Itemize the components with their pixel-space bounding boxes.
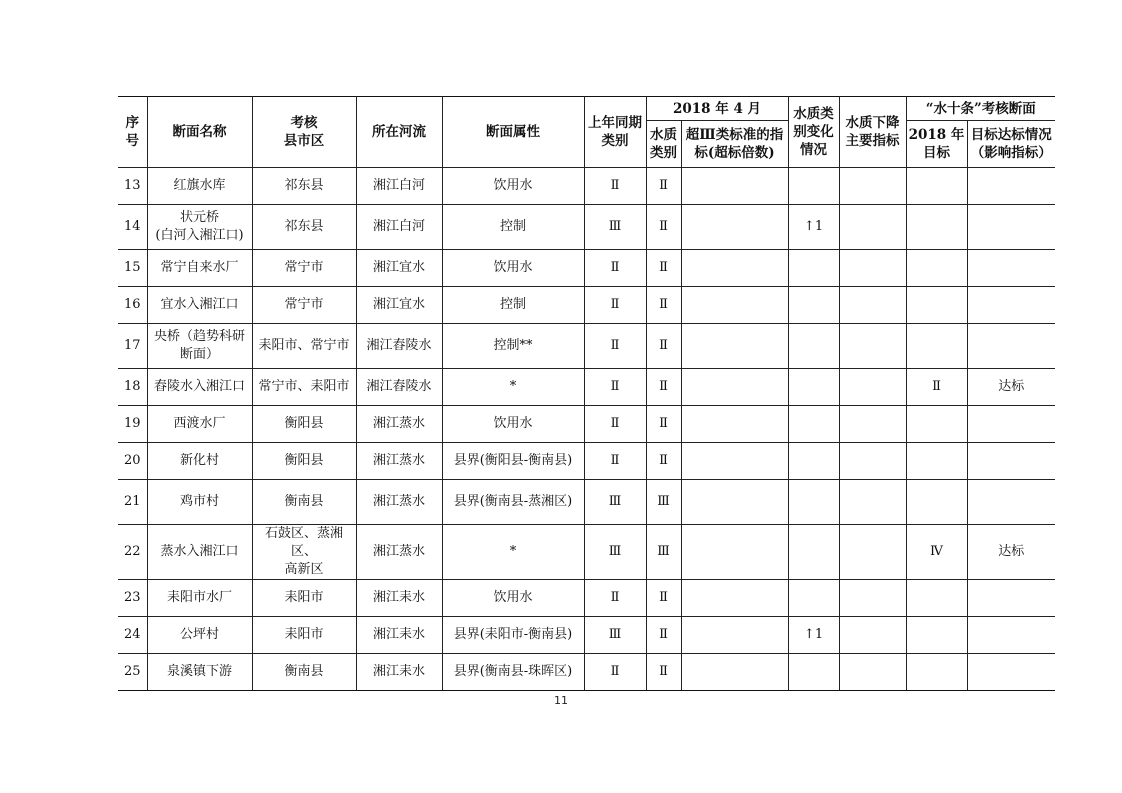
header-last-year-class: 上年同期 类别 [584,97,646,168]
cell-target-status [967,324,1055,369]
cell-county: 常宁市、耒阳市 [252,369,356,406]
cell-exceed-indicator [681,369,788,406]
cell-target-status: 达标 [967,525,1055,580]
cell-exceed-indicator [681,617,788,654]
cell-exceed-indicator [681,205,788,250]
cell-last-year-class: Ⅲ [584,617,646,654]
cell-section-name: 央桥（趋势科研 断面） [147,324,252,369]
cell-class-change [788,406,839,443]
cell-section-name: 西渡水厂 [147,406,252,443]
cell-seq: 13 [118,168,147,205]
cell-river: 湘江白河 [356,205,442,250]
cell-last-year-class: Ⅲ [584,480,646,525]
cell-section-name: 蒸水入湘江口 [147,525,252,580]
cell-class-change [788,480,839,525]
table-row [118,580,1055,617]
cell-exceed-indicator [681,250,788,287]
cell-section-name: 公坪村 [147,617,252,654]
cell-county: 衡南县 [252,654,356,691]
cell-decline-indicator [839,168,906,205]
cell-attribute: 县界(衡南县-蒸湘区) [442,480,584,525]
cell-seq: 14 [118,205,147,250]
cell-exceed-indicator [681,168,788,205]
cell-last-year-class: Ⅱ [584,250,646,287]
cell-county: 祁东县 [252,168,356,205]
cell-river: 湘江耒水 [356,580,442,617]
cell-attribute: 控制 [442,287,584,324]
cell-water-class: Ⅱ [646,287,681,324]
cell-last-year-class: Ⅱ [584,580,646,617]
cell-attribute: 县界(耒阳市-衡南县) [442,617,584,654]
cell-exceed-indicator [681,287,788,324]
cell-target-status [967,480,1055,525]
cell-target-2018: Ⅱ [906,369,967,406]
cell-target-status [967,617,1055,654]
cell-decline-indicator [839,480,906,525]
header-decline-indicator: 水质下降 主要指标 [839,97,906,168]
table-body [118,168,1055,691]
header-section-name: 断面名称 [147,97,252,168]
cell-exceed-indicator [681,654,788,691]
cell-attribute: 饮用水 [442,168,584,205]
cell-section-name: 状元桥 (白河入湘江口) [147,205,252,250]
cell-county: 衡南县 [252,480,356,525]
cell-decline-indicator [839,205,906,250]
cell-water-class: Ⅱ [646,580,681,617]
cell-attribute: 饮用水 [442,406,584,443]
cell-exceed-indicator [681,580,788,617]
cell-water-class: Ⅱ [646,443,681,480]
cell-last-year-class: Ⅱ [584,369,646,406]
cell-last-year-class: Ⅱ [584,443,646,480]
cell-water-class: Ⅲ [646,525,681,580]
cell-target-2018 [906,580,967,617]
cell-seq: 25 [118,654,147,691]
cell-target-2018 [906,287,967,324]
header-attribute: 断面属性 [442,97,584,168]
cell-exceed-indicator [681,324,788,369]
cell-seq: 22 [118,525,147,580]
table-row [118,205,1055,250]
cell-last-year-class: Ⅱ [584,287,646,324]
cell-target-2018 [906,168,967,205]
table-row [118,324,1055,369]
cell-seq: 16 [118,287,147,324]
header-seq: 序 号 [118,97,147,168]
cell-decline-indicator [839,654,906,691]
cell-target-status [967,287,1055,324]
cell-river: 湘江舂陵水 [356,369,442,406]
cell-seq: 19 [118,406,147,443]
cell-last-year-class: Ⅱ [584,168,646,205]
cell-target-2018 [906,480,967,525]
cell-attribute: * [442,369,584,406]
cell-seq: 24 [118,617,147,654]
cell-class-change [788,525,839,580]
table-row [118,287,1055,324]
cell-class-change [788,654,839,691]
cell-county: 衡阳县 [252,406,356,443]
cell-water-class: Ⅱ [646,617,681,654]
cell-last-year-class: Ⅱ [584,324,646,369]
cell-target-status [967,250,1055,287]
cell-section-name: 红旗水库 [147,168,252,205]
cell-county: 耒阳市、常宁市 [252,324,356,369]
cell-class-change: ↑1 [788,617,839,654]
header-target-group: “水十条”考核断面 [906,97,1055,121]
cell-water-class: Ⅱ [646,168,681,205]
cell-water-class: Ⅱ [646,406,681,443]
cell-decline-indicator [839,287,906,324]
cell-water-class: Ⅲ [646,480,681,525]
cell-attribute: 控制 [442,205,584,250]
cell-target-2018 [906,617,967,654]
cell-river: 湘江宜水 [356,250,442,287]
cell-target-2018 [906,654,967,691]
header-river: 所在河流 [356,97,442,168]
cell-seq: 21 [118,480,147,525]
cell-section-name: 耒阳市水厂 [147,580,252,617]
cell-river: 湘江宜水 [356,287,442,324]
cell-exceed-indicator [681,525,788,580]
cell-decline-indicator [839,525,906,580]
cell-target-status: 达标 [967,369,1055,406]
cell-target-status [967,205,1055,250]
cell-target-2018 [906,250,967,287]
cell-attribute: 饮用水 [442,580,584,617]
header-target-status: 目标达标情况 （影响指标） [967,121,1055,168]
header-county: 考核 县市区 [252,97,356,168]
cell-county: 衡阳县 [252,443,356,480]
cell-county: 常宁市 [252,250,356,287]
table-row [118,443,1055,480]
header-class-change: 水质类 别变化 情况 [788,97,839,168]
cell-exceed-indicator [681,443,788,480]
cell-river: 湘江白河 [356,168,442,205]
cell-attribute: 县界(衡南县-珠晖区) [442,654,584,691]
cell-decline-indicator [839,443,906,480]
cell-target-2018 [906,406,967,443]
cell-attribute: 县界(衡阳县-衡南县) [442,443,584,480]
cell-decline-indicator [839,250,906,287]
cell-class-change [788,369,839,406]
cell-river: 湘江舂陵水 [356,324,442,369]
cell-river: 湘江耒水 [356,617,442,654]
header-target-2018: 2018 年 目标 [906,121,967,168]
table-row [118,480,1055,525]
cell-target-2018: Ⅳ [906,525,967,580]
cell-attribute: 控制** [442,324,584,369]
cell-target-status [967,168,1055,205]
cell-class-change: ↑1 [788,205,839,250]
header-month-group: 2018 年 4 月 [646,97,788,121]
cell-target-status [967,580,1055,617]
table-row [118,617,1055,654]
cell-county: 耒阳市 [252,617,356,654]
cell-exceed-indicator [681,480,788,525]
cell-water-class: Ⅱ [646,205,681,250]
table-row [118,654,1055,691]
cell-water-class: Ⅱ [646,369,681,406]
cell-seq: 20 [118,443,147,480]
cell-river: 湘江蒸水 [356,406,442,443]
cell-target-status [967,443,1055,480]
cell-water-class: Ⅱ [646,324,681,369]
cell-river: 湘江耒水 [356,654,442,691]
cell-decline-indicator [839,406,906,443]
cell-target-status [967,654,1055,691]
cell-exceed-indicator [681,406,788,443]
cell-last-year-class: Ⅲ [584,525,646,580]
cell-section-name: 舂陵水入湘江口 [147,369,252,406]
cell-class-change [788,287,839,324]
cell-decline-indicator [839,324,906,369]
cell-seq: 18 [118,369,147,406]
cell-river: 湘江蒸水 [356,480,442,525]
cell-target-2018 [906,324,967,369]
page-number: 11 [554,694,568,707]
cell-seq: 23 [118,580,147,617]
cell-county: 祁东县 [252,205,356,250]
header-water-class: 水质 类别 [646,121,681,168]
cell-county: 耒阳市 [252,580,356,617]
cell-class-change [788,580,839,617]
cell-section-name: 常宁自来水厂 [147,250,252,287]
table-row [118,250,1055,287]
cell-county: 石鼓区、蒸湘区、 高新区 [252,525,356,580]
cell-class-change [788,168,839,205]
cell-attribute: * [442,525,584,580]
cell-class-change [788,250,839,287]
cell-section-name: 宜水入湘江口 [147,287,252,324]
cell-last-year-class: Ⅱ [584,654,646,691]
cell-water-class: Ⅱ [646,250,681,287]
water-quality-table [118,96,1055,691]
table-row [118,406,1055,443]
cell-section-name: 泉溪镇下游 [147,654,252,691]
cell-decline-indicator [839,369,906,406]
cell-target-status [967,406,1055,443]
cell-seq: 15 [118,250,147,287]
cell-water-class: Ⅱ [646,654,681,691]
cell-class-change [788,324,839,369]
cell-last-year-class: Ⅱ [584,406,646,443]
table-row [118,525,1055,580]
cell-attribute: 饮用水 [442,250,584,287]
cell-decline-indicator [839,617,906,654]
cell-seq: 17 [118,324,147,369]
header-exceed-indicator: 超Ⅲ类标准的指 标(超标倍数) [681,121,788,168]
cell-target-2018 [906,205,967,250]
cell-section-name: 新化村 [147,443,252,480]
table-row [118,369,1055,406]
header-row-1 [118,97,1055,121]
cell-river: 湘江蒸水 [356,443,442,480]
cell-decline-indicator [839,580,906,617]
table-header [118,97,1055,168]
cell-county: 常宁市 [252,287,356,324]
cell-class-change [788,443,839,480]
cell-river: 湘江蒸水 [356,525,442,580]
cell-last-year-class: Ⅲ [584,205,646,250]
table-row [118,168,1055,205]
cell-target-2018 [906,443,967,480]
cell-section-name: 鸡市村 [147,480,252,525]
